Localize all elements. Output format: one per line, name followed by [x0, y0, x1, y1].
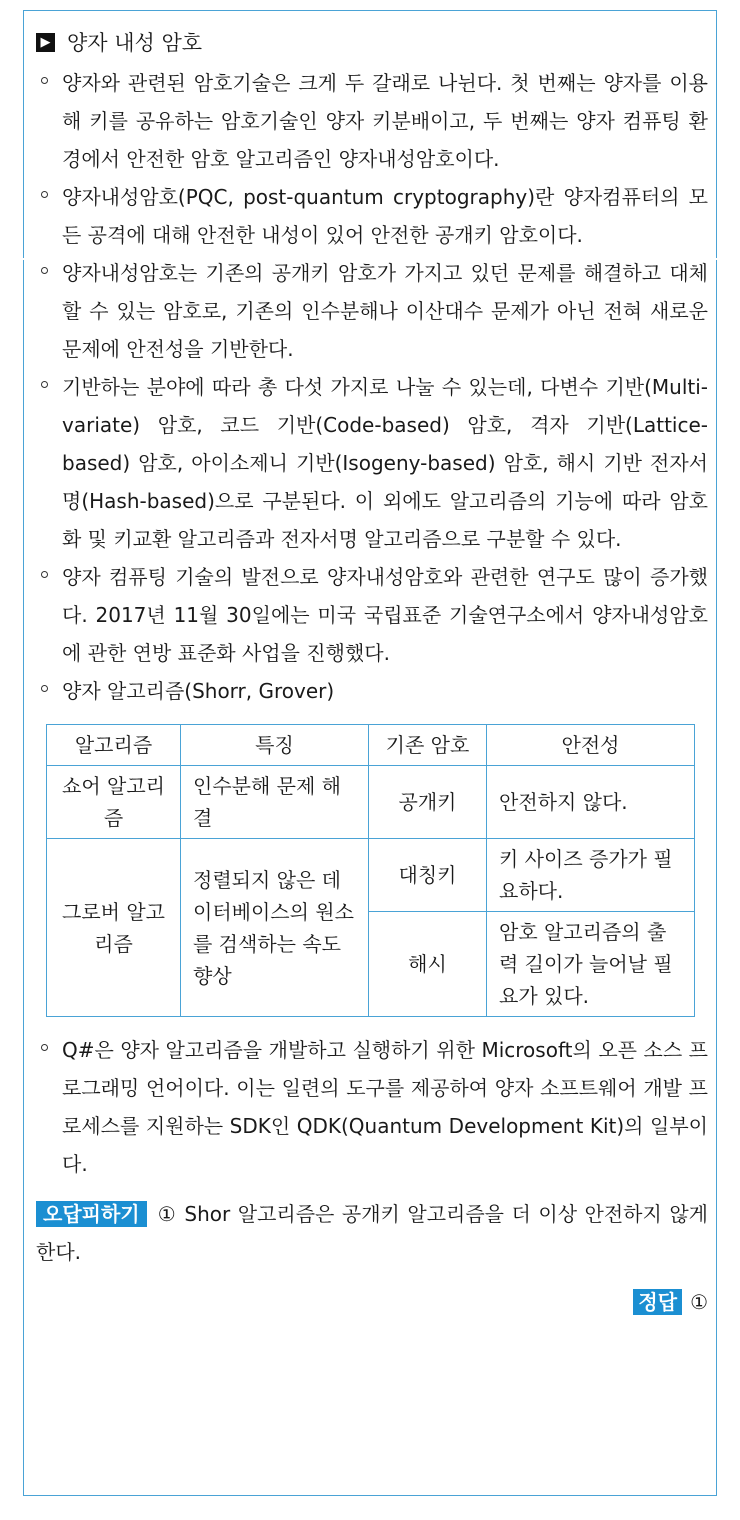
table-cell-feature: 인수분해 문제 해결 — [181, 766, 369, 839]
explanation-content — [36, 22, 708, 1321]
bullet-item — [36, 558, 708, 672]
wrong-answer-note — [36, 1195, 708, 1271]
table-cell-safety: 안전하지 않다. — [487, 766, 695, 839]
table-row — [47, 839, 695, 912]
table-cell-algorithm: 그로버 알고리즘 — [47, 839, 181, 1017]
bullet-item — [36, 254, 708, 368]
section-heading — [36, 22, 708, 62]
table-cell-safety: 키 사이즈 증가가 필요하다. — [487, 839, 695, 912]
bullet-text: 양자내성암호(PQC, post-quantum cryptography)란 양자컴퓨터의 모든 공격에 대해 안전한 내성이 있어 안전한 공개키 암호이다. — [62, 185, 708, 247]
table-header-cell: 기존 암호 — [369, 725, 487, 766]
wrong-answer-badge: 오답피하기 — [36, 1201, 147, 1227]
table-header-cell: 특징 — [181, 725, 369, 766]
section-title: 양자 내성 암호 — [67, 31, 203, 55]
table-row — [47, 766, 695, 839]
bullet-text: 양자 컴퓨팅 기술의 발전으로 양자내성암호와 관련한 연구도 많이 증가했다. 2017년 11월 30일에는 미국 국립표준 기술연구소에서 양자내성암호에 관한 연방 표준화 사업을 진행했다. — [62, 565, 708, 665]
answer-badge: 정답 — [633, 1289, 682, 1315]
bullet-item — [36, 672, 708, 710]
table-cell-target: 대칭키 — [369, 839, 487, 912]
table-cell-target: 공개키 — [369, 766, 487, 839]
answer-line — [36, 1283, 708, 1321]
table-header-row — [47, 725, 695, 766]
bullet-item — [36, 368, 708, 558]
bullet-text: 양자내성암호는 기존의 공개키 암호가 가지고 있던 문제를 해결하고 대체할 수 있는 암호로, 기존의 인수분해나 이산대수 문제가 아닌 전혀 새로운 문제에 안전성을 기반한다. — [62, 261, 708, 361]
table-header-cell: 안전성 — [487, 725, 695, 766]
answer-value: ① — [690, 1290, 708, 1314]
wrong-answer-text: ① Shor 알고리즘은 공개키 알고리즘을 더 이상 안전하지 않게 한다. — [36, 1202, 708, 1264]
bullet-text: 양자와 관련된 암호기술은 크게 두 갈래로 나뉜다. 첫 번째는 양자를 이용해 키를 공유하는 암호기술인 양자 키분배이고, 두 번째는 양자 컴퓨팅 환경에서 안전한 암호 알고리즘인 양자내성암호이다. — [62, 71, 708, 171]
quantum-algorithm-table — [46, 724, 695, 1017]
table-cell-safety: 암호 알고리즘의 출력 길이가 늘어날 필요가 있다. — [487, 912, 695, 1017]
bullet-text: 기반하는 분야에 따라 총 다섯 가지로 나눌 수 있는데, 다변수 기반(Multi-variate) 암호, 코드 기반(Code-based) 암호, 격자 기반(Lattice-based) 암호, 아이소제니 기반(Isogeny-based) 암호, 해시 기반 전자서명(Hash-based)으로 구분된다. 이 외에도 알고리즘의 기능에 따라 암호화 및 키교환 알고리즘과 전자서명 알고리즘으로 구분할 수 있다. — [62, 375, 708, 551]
bullet-item — [36, 178, 708, 254]
bullet-text: 양자 알고리즘(Shorr, Grover) — [62, 679, 335, 703]
table-cell-feature: 정렬되지 않은 데이터베이스의 원소를 검색하는 속도 향상 — [181, 839, 369, 1017]
right-arrow-box-icon: ▶ — [36, 33, 55, 52]
bullet-item — [36, 64, 708, 178]
table-cell-algorithm: 쇼어 알고리즘 — [47, 766, 181, 839]
bullet-item — [36, 1031, 708, 1183]
table-cell-target: 해시 — [369, 912, 487, 1017]
bullet-text: Q#은 양자 알고리즘을 개발하고 실행하기 위한 Microsoft의 오픈 소스 프로그래밍 언어이다. 이는 일련의 도구를 제공하여 양자 소프트웨어 개발 프로세스를 지원하는 SDK인 QDK(Quantum Development Kit)의 일부이다. — [62, 1038, 708, 1176]
table-header-cell: 알고리즘 — [47, 725, 181, 766]
